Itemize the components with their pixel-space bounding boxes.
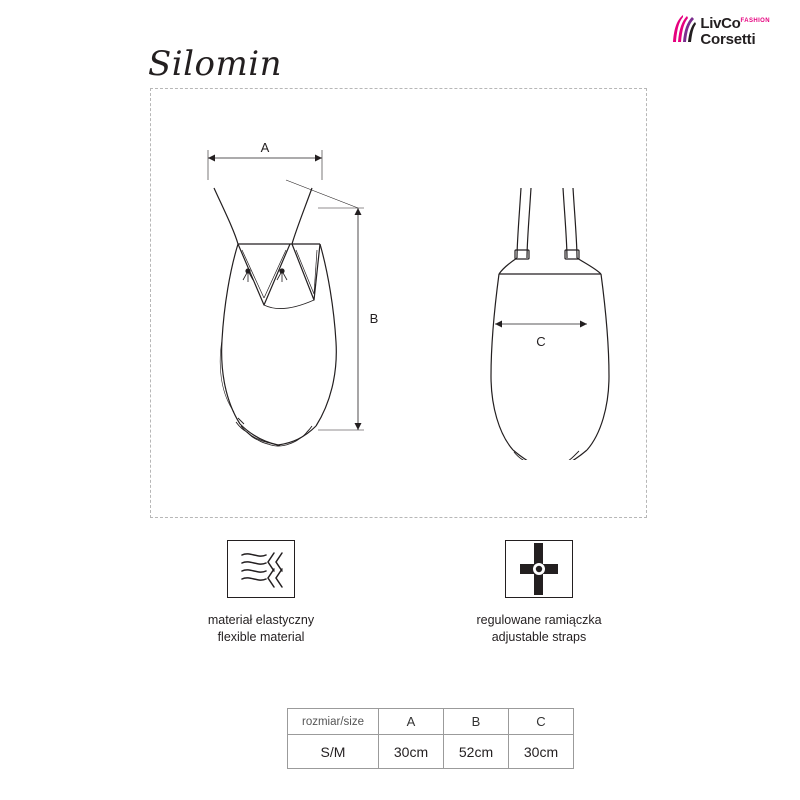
feature-label-en: adjustable straps [491,630,587,644]
brand-wordmark [700,14,770,47]
cell-a: 30cm [379,735,444,769]
cell-size: S/M [288,735,379,769]
feature-label-pl: regulowane ramiączka [476,613,602,627]
feature-label-pl: materiał elastyczny [207,613,315,627]
feature-list [0,540,800,646]
table-header-b: B [444,709,509,735]
table-header-row [288,709,574,735]
size-table [287,708,574,769]
cell-b: 52cm [444,735,509,769]
table-header-c: C [509,709,574,735]
cell-c: 30cm [509,735,574,769]
feature-label-en: flexible material [217,630,305,644]
elastic-material-icon [227,540,295,598]
measure-label-a: A [260,140,270,155]
livco-corsetti-logo-icon [670,14,696,44]
table-header-a: A [379,709,444,735]
table-row [288,735,574,769]
page-title: Silomin [148,44,283,84]
measure-label-c: C [536,334,546,349]
brand-superscript: FASHION [740,18,770,24]
measure-label-b: B [369,311,379,326]
feature-item-elastic-material [166,540,356,646]
feature-item-adjustable-straps [444,540,634,646]
adjustable-straps-icon [505,540,573,598]
bodysuit-back-technical-drawing [455,180,645,465]
brand-name-liv: LivCo [700,15,741,32]
brand-logo [670,14,770,47]
brand-name-corsetti: Corsetti [700,31,756,48]
table-header-size: rozmiar/size [288,709,379,735]
